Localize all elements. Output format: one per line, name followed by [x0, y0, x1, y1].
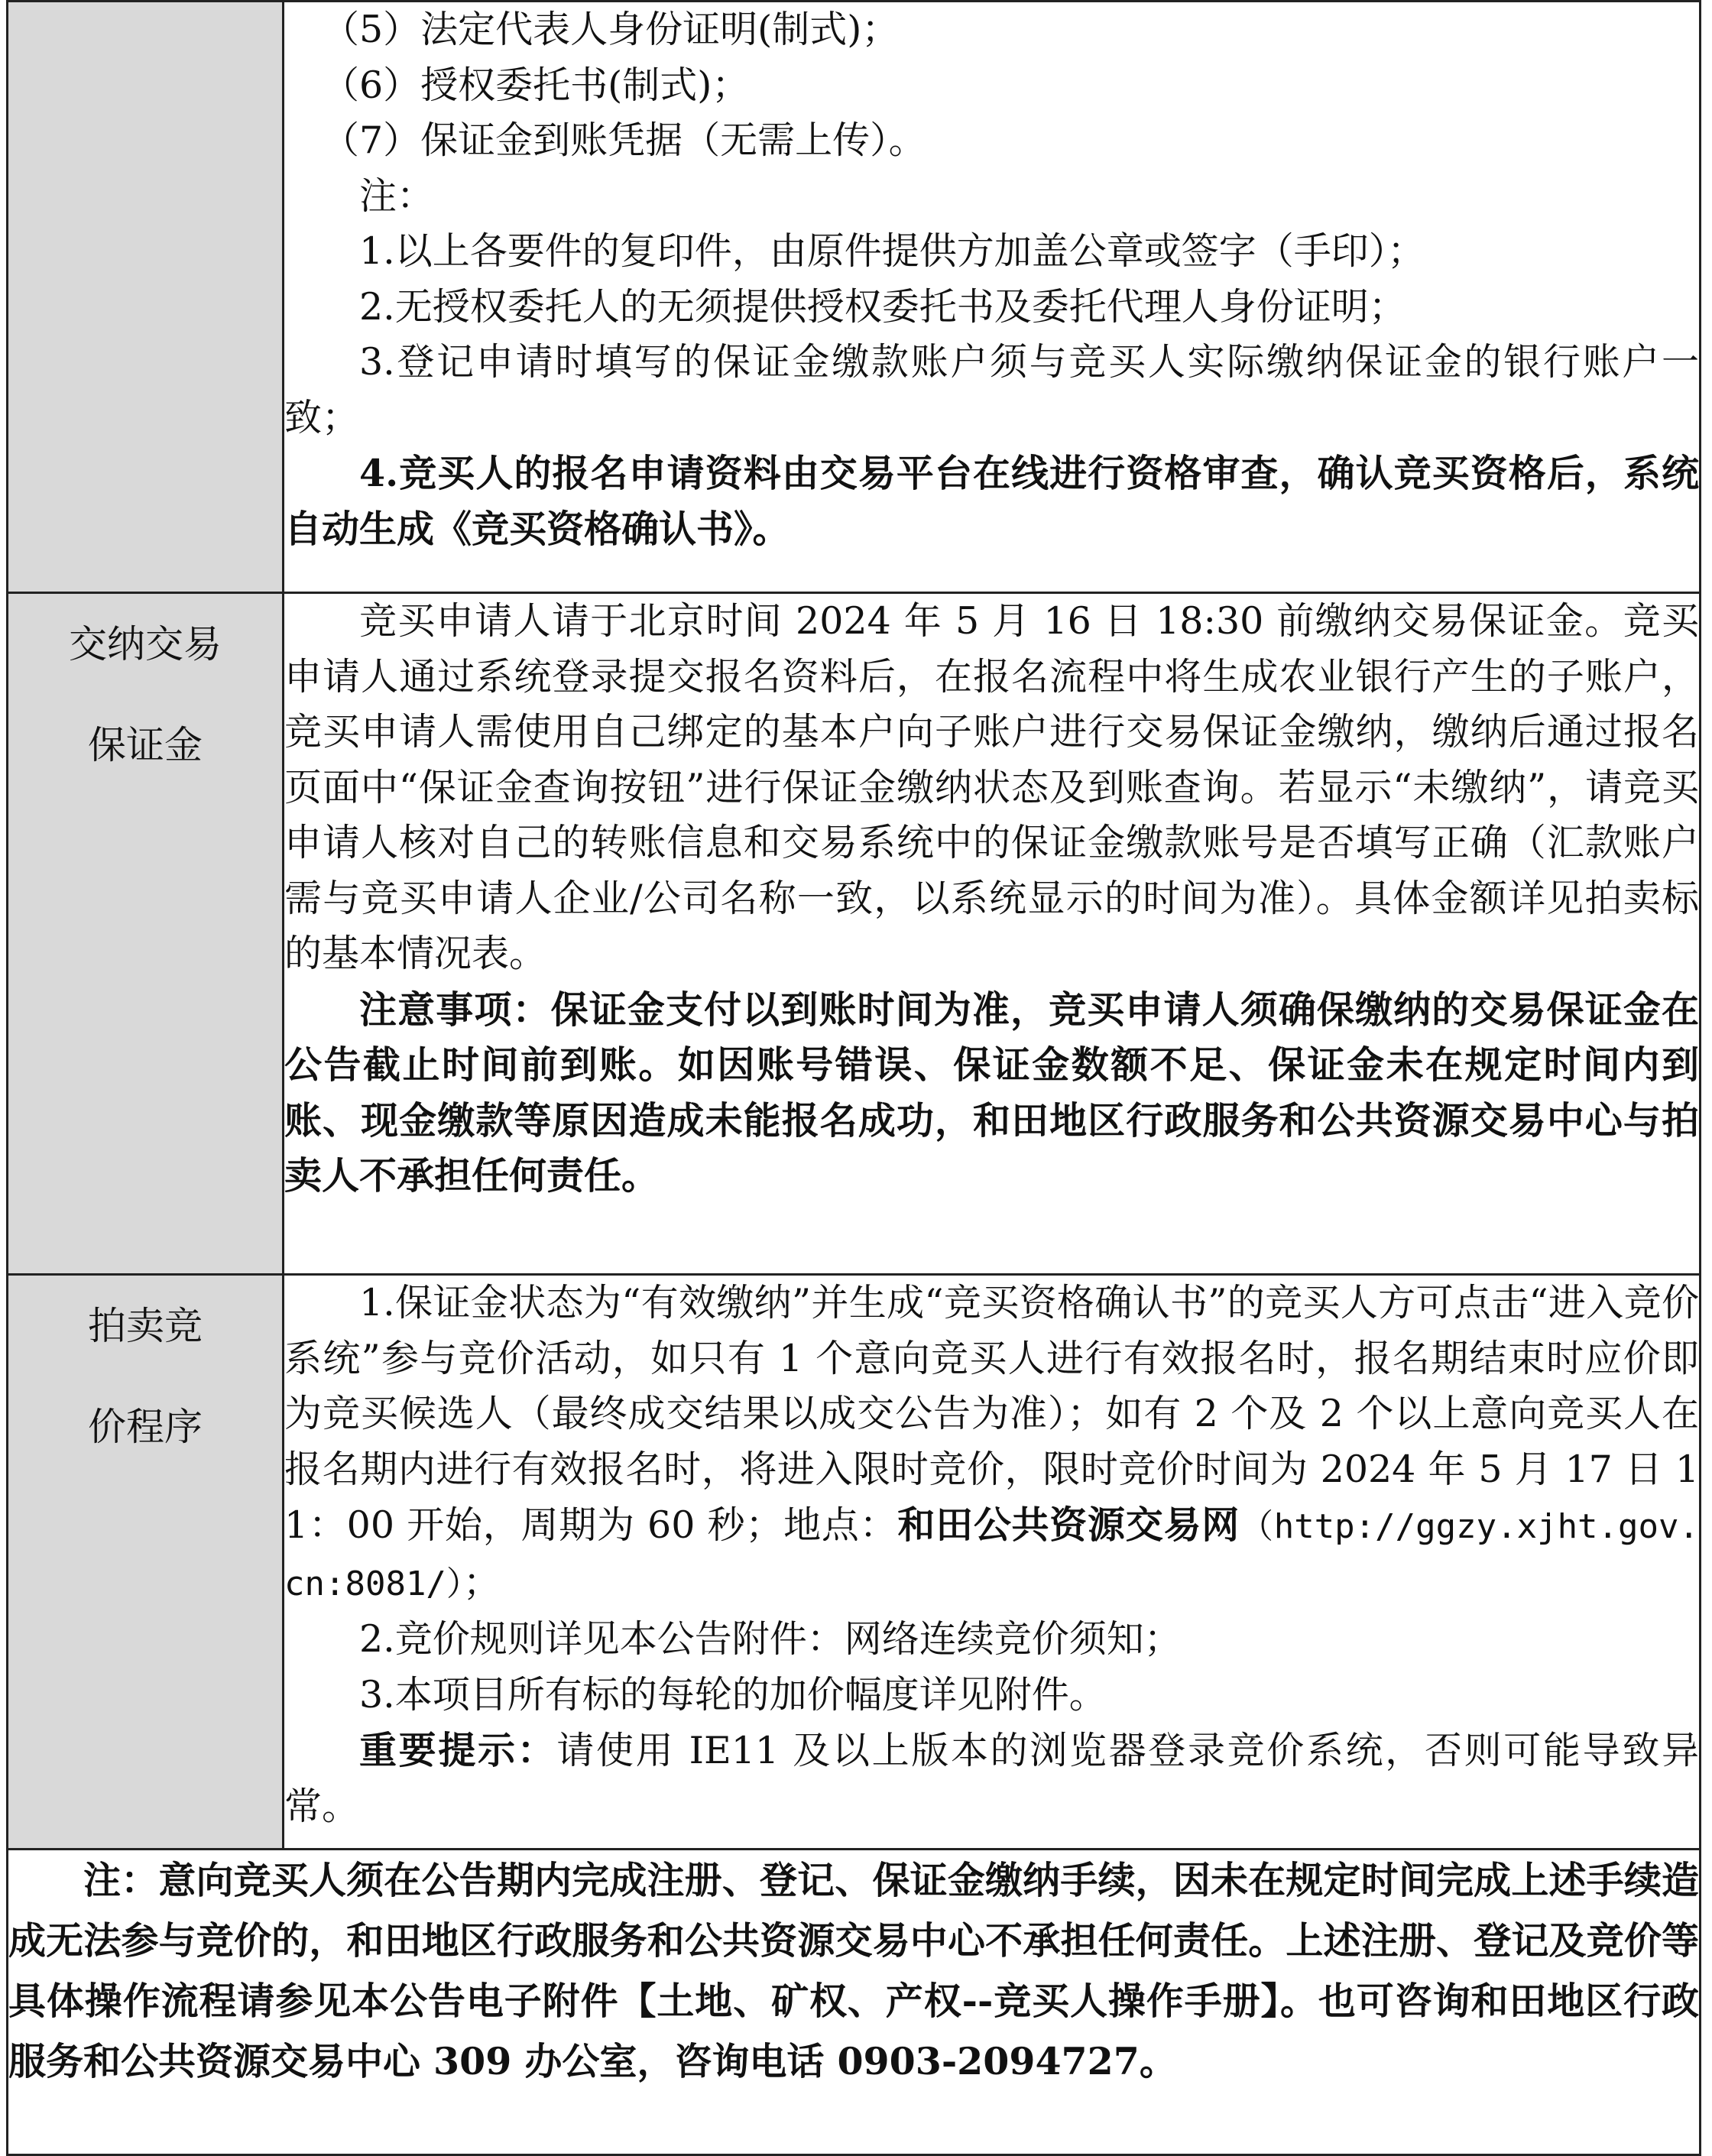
note-item-2: 2.无授权委托人的无须提供授权委托书及委托代理人身份证明；	[359, 284, 1406, 329]
announcement-table	[6, 0, 1701, 2156]
required-documents-cell	[284, 2, 1701, 593]
table-row-bidding-procedure	[8, 1275, 1701, 1850]
table-row-required-documents	[8, 2, 1701, 593]
bidding-item-3: 3.本项目所有标的每轮的加价幅度详见附件。	[359, 1672, 1107, 1717]
bidding-site-name: 和田公共资源交易网	[897, 1503, 1240, 1547]
bidding-label-line1: 拍卖竞	[88, 1304, 203, 1348]
bidding-item-2: 2.竞价规则详见本公告附件：网络连续竞价须知；	[359, 1617, 1182, 1661]
deposit-notice: 注意事项：保证金支付以到账时间为准，竞买申请人须确保缴纳的交易保证金在公告截止时间前到账。如因账号错误、保证金数额不足、保证金未在规定时间内到账、现金缴款等原因造成未能报名成功，和田地区行政服务和公共资源交易中心与拍卖人不承担任何责任。	[284, 987, 1699, 1198]
row-label-empty	[8, 2, 284, 593]
deposit-paragraph: 竞买申请人请于北京时间 2024 年 5 月 16 日 18:30 前缴纳交易保证金。竞买申请人通过系统登录提交报名资料后，在报名流程中将生成农业银行产生的子账户，竞买申请人需使用自己绑定的基本户向子账户进行交易保证金缴纳，缴纳后通过报名页面中“保证金查询按钮”进行保证金缴纳状态及到账查询。若显示“未缴纳”，请竞买申请人核对自己的转账信息和交易系统中的保证金缴款账号是否填写正确（汇款账户需与竞买申请人企业/公司名称一致，以系统显示的时间为准）。具体金额详见拍卖标的基本情况表。	[284, 599, 1699, 975]
table-row-footer-note	[8, 1850, 1701, 2155]
important-tip	[284, 1723, 1699, 1834]
deposit-content-cell	[284, 593, 1701, 1275]
note-item-3: 3.登记申请时填写的保证金缴款账户须与竞买人实际缴纳保证金的银行账户一致；	[284, 340, 1699, 439]
bidding-site-url[interactable]: （http://ggzy.xjht.gov.cn:8081/）	[284, 1507, 1699, 1603]
note-item-4: 4.竞买人的报名申请资料由交易平台在线进行资格审查，确认竞买资格后，系统自动生成《竞买资格确认书》。	[284, 451, 1699, 551]
important-tip-text: 请使用 IE11 及以上版本的浏览器登录竞价系统，否则可能导致异常。	[284, 1729, 1699, 1828]
doc-item-7: （7）保证金到账凭据（无需上传）。	[322, 118, 926, 162]
footer-note: 注：意向竞买人须在公告期内完成注册、登记、保证金缴纳手续，因未在规定时间完成上述手续造成无法参与竞价的，和田地区行政服务和公共资源交易中心不承担任何责任。上述注册、登记及竞价等具体操作流程请参见本公告电子附件【土地、矿权、产权--竞买人操作手册】。也可咨询和田地区行政服务和公共资源交易中心 309 办公室，咨询电话 0903-2094727。	[8, 1858, 1699, 2083]
bidding-item-1-text: 1.保证金状态为“有效缴纳”并生成“竞买资格确认书”的竞买人方可点击“进入竞价系统”参与竞价活动，如只有 1 个意向竞买人进行有效报名时，报名期结束时应价即为竞买候选人（最终成交结果以成交公告为准）；如有 2 个及 2 个以上意向竞买人在报名期内进行有效报名时，将进入限时竞价，限时竞价时间为 2024 年 5 月 17 日 11：00 开始，周期为 60 秒；地点：	[284, 1281, 1699, 1547]
note-heading: 注：	[359, 173, 435, 218]
bidding-item-1-end: ；	[462, 1560, 501, 1604]
deposit-label	[8, 593, 284, 1275]
table-row-deposit	[8, 593, 1701, 1275]
deposit-label-line1: 交纳交易	[69, 622, 222, 666]
doc-item-6: （6）授权委托书(制式)；	[322, 63, 750, 107]
footer-note-cell	[8, 1850, 1701, 2155]
note-item-1: 1.以上各要件的复印件，由原件提供方加盖公章或签字（手印）；	[359, 229, 1425, 273]
doc-item-5: （5）法定代表人身份证明(制式)；	[322, 8, 900, 51]
bidding-label	[8, 1275, 284, 1850]
deposit-label-line2: 保证金	[88, 723, 203, 767]
bidding-item-1	[284, 1276, 1699, 1612]
bidding-label-line2: 价程序	[88, 1405, 203, 1449]
bidding-content-cell	[284, 1275, 1701, 1850]
important-tip-label: 重要提示：	[359, 1728, 557, 1772]
